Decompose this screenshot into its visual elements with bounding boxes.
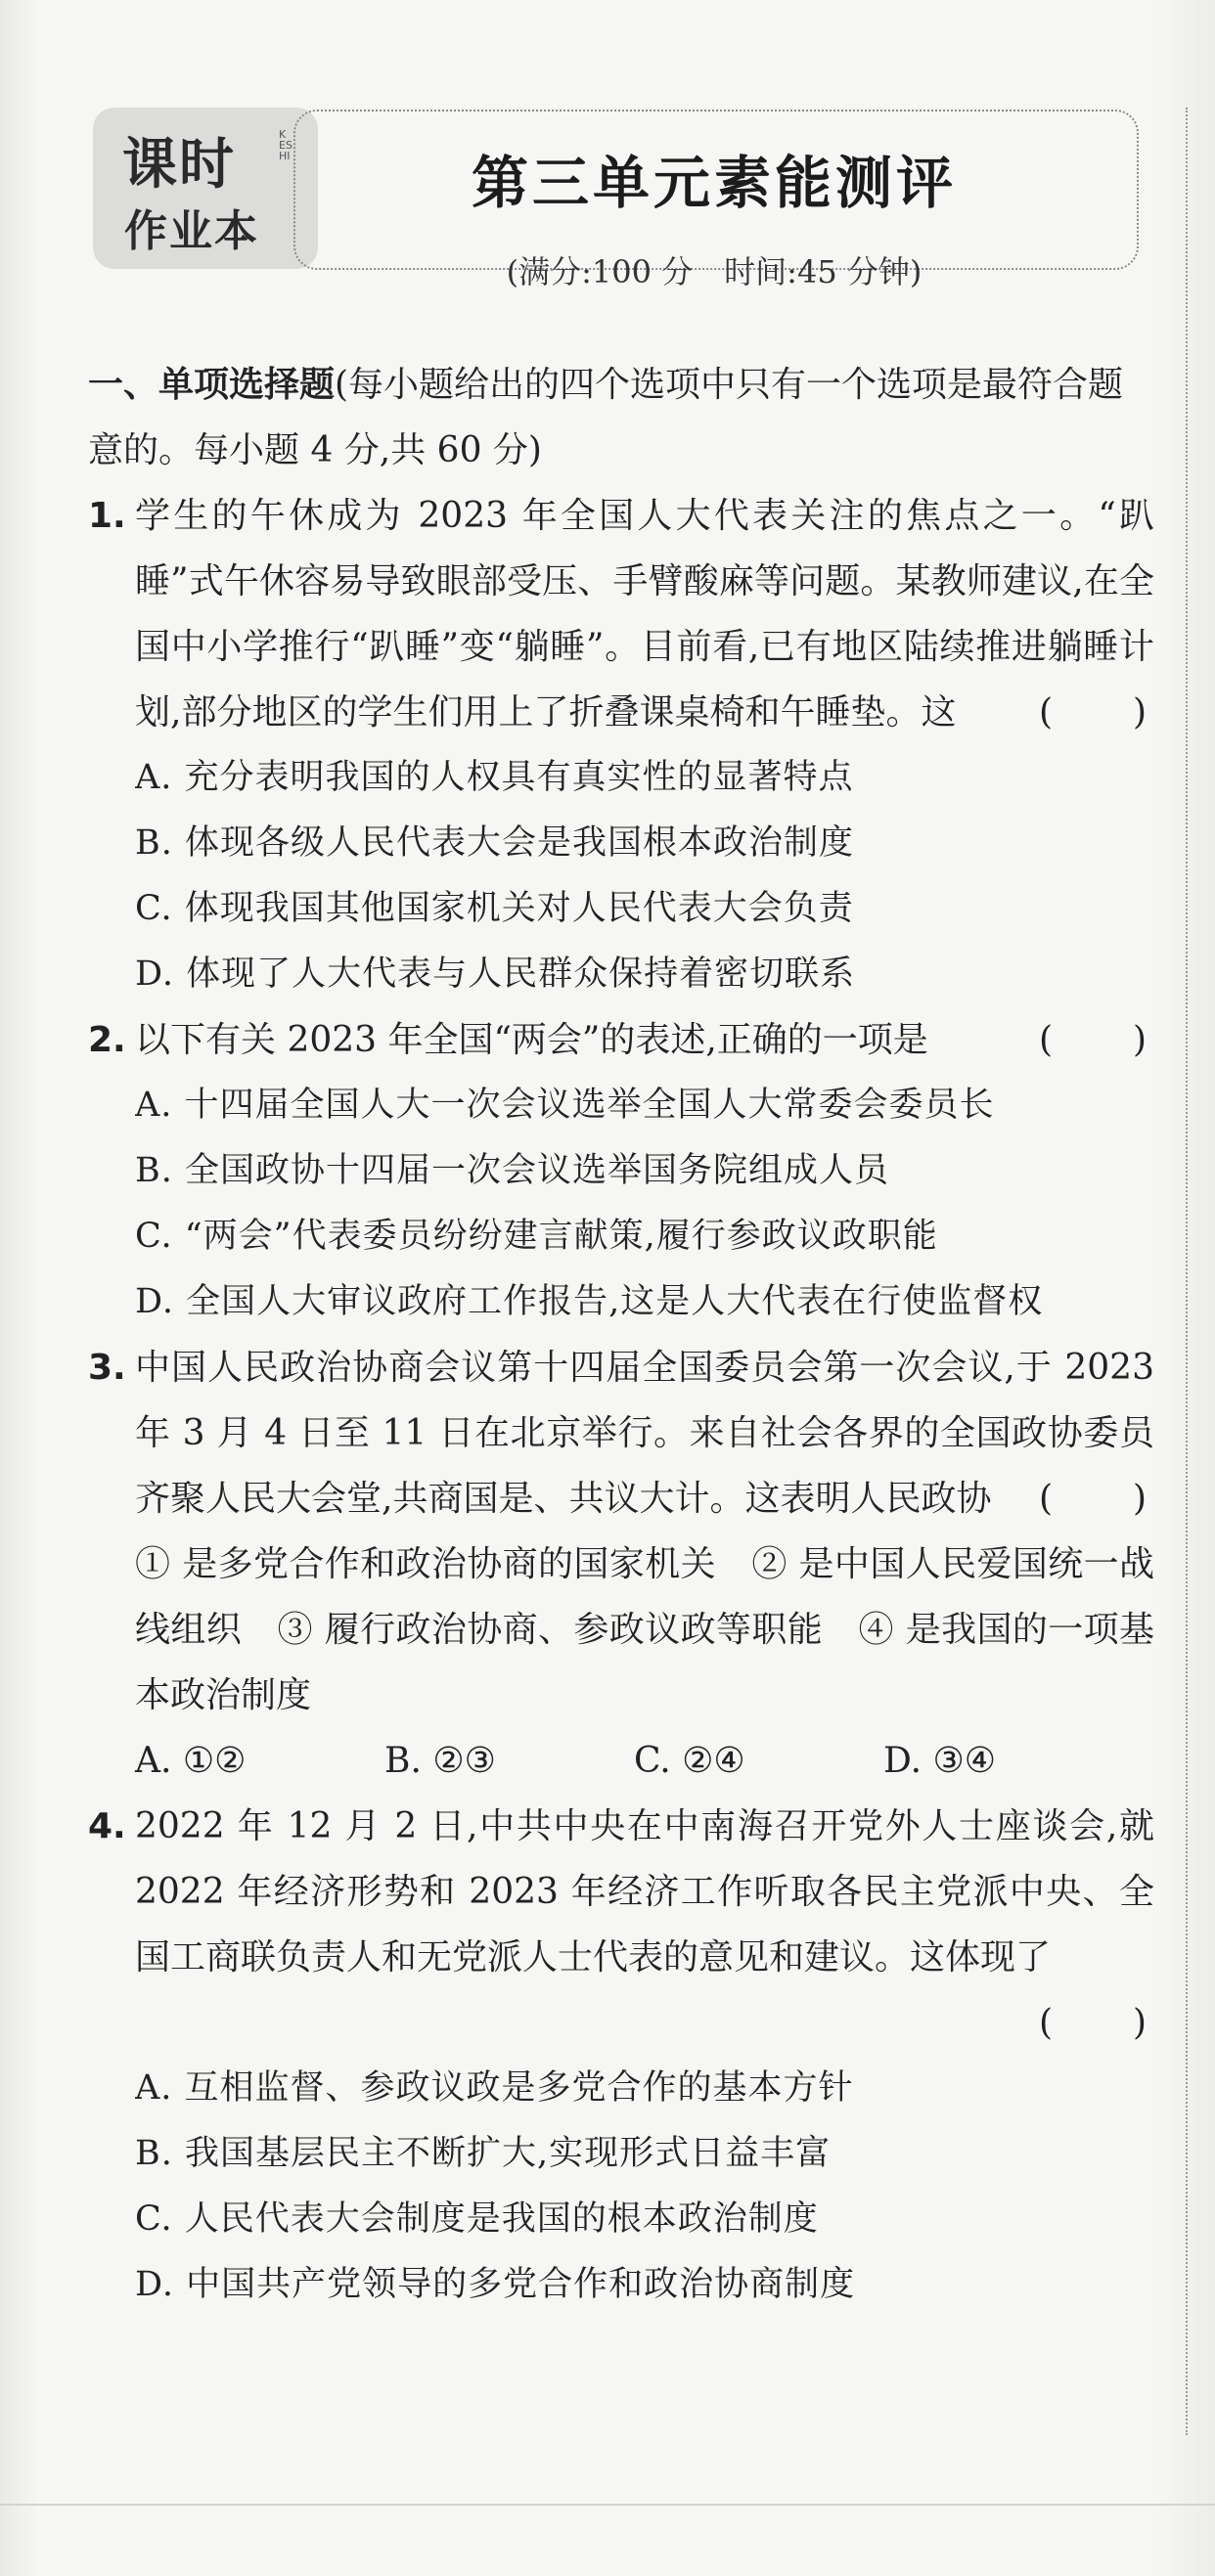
option-d[interactable]: D. 全国人大审议政府工作报告,这是人大代表在行使监督权 [135,1282,1044,1321]
question-1 [88,483,1154,1007]
option-c[interactable]: C. 体现我国其他国家机关对人民代表大会负责 [135,889,854,928]
question-number: 1. [88,496,126,536]
section-title: 一、单项选择题 [88,365,336,405]
question-2 [88,1007,1154,1335]
option-c[interactable]: C. “两会”代表委员纷纷建言献策,履行参政议政职能 [135,1217,938,1256]
logo-tag: KESHI [279,128,292,162]
question-3 [88,1335,1154,1794]
question-number: 2. [88,1020,126,1060]
question-area [88,352,1154,2318]
section-instructions: (每小题给出的四个选项中只有一个选项是最符合题意的。每小题 4 分,共 60 分) [88,365,1124,470]
answer-blank[interactable]: ( ) [1039,2003,1147,2043]
series-logo [93,108,318,269]
option-b[interactable]: B. 全国政协十四届一次会议选举国务院组成人员 [135,1151,889,1190]
option-b[interactable]: B. 我国基层民主不断扩大,实现形式日益丰富 [135,2134,832,2173]
question-4 [88,1794,1154,2318]
option-c[interactable]: C. ②④ [634,1741,745,1781]
answer-blank[interactable]: ( ) [1039,1479,1147,1519]
question-stem [135,1007,1154,1073]
option-c[interactable]: C. 人民代表大会制度是我国的根本政治制度 [135,2199,819,2239]
page-title: 第三单元素能测评 [471,150,957,216]
bottom-divider [0,2504,1215,2506]
option-a[interactable]: A. 充分表明我国的人权具有真实性的显著特点 [135,758,854,797]
logo-text-bottom: 作业本 [124,206,259,256]
option-d[interactable]: D. 体现了人大代表与人民群众保持着密切联系 [135,955,856,994]
stem-text: 中国人民政治协商会议第十四届全国委员会第一次会议,于 2023 年 3 月 4 日至 11 日在北京举行。来自社会各界的全国政协委员齐聚人民大会堂,共商国是、共议大计。这表明人民政协 [135,1348,1154,1519]
option-b[interactable]: B. ②③ [384,1741,496,1781]
option-d[interactable]: D. 中国共产党领导的多党合作和政治协商制度 [135,2265,856,2304]
question-stem [135,1335,1154,1532]
question-stem [135,483,1154,745]
options-row [135,1728,1154,1794]
option-d[interactable]: D. ③④ [883,1741,997,1781]
option-a[interactable]: A. 十四届全国人大一次会议选举全国人大常委会委员长 [135,1086,995,1125]
question-number: 3. [88,1348,126,1388]
question-statements: ① 是多党合作和政治协商的国家机关 ② 是中国人民爱国统一战线组织 ③ 履行政治协商、参政议政等职能 ④ 是我国的一项基本政治制度 [135,1544,1154,1715]
margin-rule [1186,108,1188,2435]
stem-text: 以下有关 2023 年全国“两会”的表述,正确的一项是 [135,1020,928,1060]
stem-text: 2022 年 12 月 2 日,中共中央在中南海召开党外人士座谈会,就 2022 年经济形势和 2023 年经济工作听取各民主党派中央、全国工商联负责人和无党派人士代表的意见和建议。这体现了 [135,1806,1154,1977]
question-number: 4. [88,1806,126,1846]
score-time-info: (满分:100 分 时间:45 分钟) [506,253,922,290]
answer-blank[interactable]: ( ) [1039,692,1147,733]
option-b[interactable]: B. 体现各级人民代表大会是我国根本政治制度 [135,823,854,863]
option-a[interactable]: A. ①② [135,1741,247,1781]
stem-text: 学生的午休成为 2023 年全国人大代表关注的焦点之一。“趴睡”式午休容易导致眼部受压、手臂酸麻等问题。某教师建议,在全国中小学推行“趴睡”变“躺睡”。目前看,已有地区陆续推进躺睡计划,部分地区的学生们用上了折叠课桌椅和午睡垫。这 [135,496,1154,733]
answer-blank[interactable]: ( ) [1039,1020,1147,1060]
logo-text-top: 课时 [122,133,236,197]
section-heading [88,352,1154,483]
option-a[interactable]: A. 互相监督、参政议政是多党合作的基本方针 [135,2068,854,2108]
question-stem [135,1794,1154,2056]
